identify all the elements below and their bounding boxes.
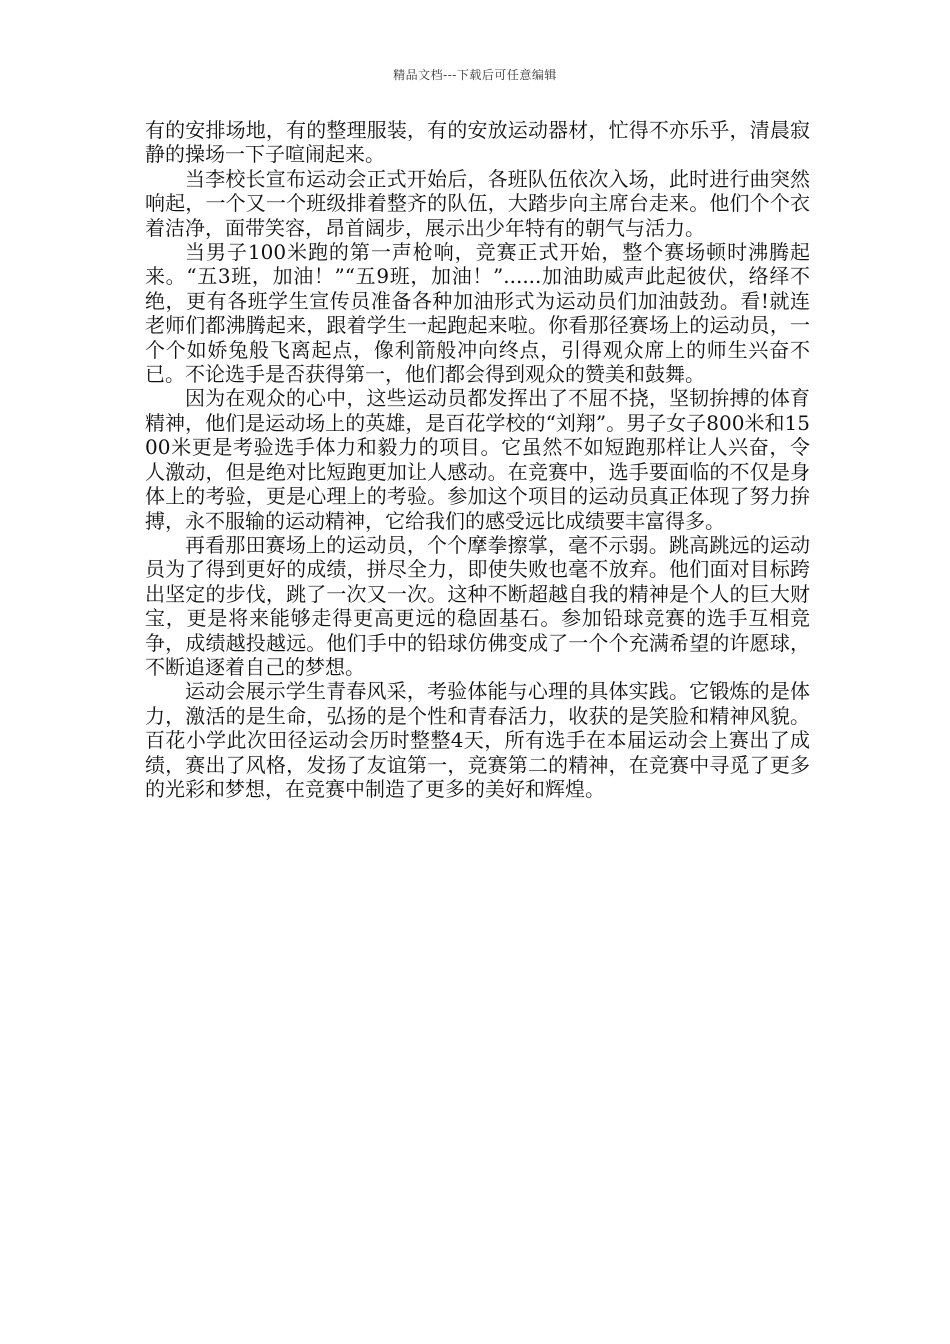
page-header: 精品文档---下载后可任意编辑 bbox=[393, 68, 557, 82]
paragraph-1: 有的安排场地，有的整理服装，有的安放运动器材，忙得不亦乐乎，清晨寂静的操场一下子喧闹起来。 bbox=[145, 118, 810, 167]
paragraph-4: 因为在观众的心中，这些运动员都发挥出了不屈不挠，坚韧拚搏的体育精神，他们是运动场上的英雄，是百花学校的“刘翔”。男子女子800米和1500米更是考验选手体力和毅力的项目。它虽然不如短跑那样让人兴奋，令人激动，但是绝对比短跑更加让人感动。在竞赛中，选手要面临的不仅是身体上的考验，更是心理上的考验。参加这个项目的运动员真正体现了努力拚搏，永不服输的运动精神，它给我们的感受远比成绩要丰富得多。 bbox=[145, 386, 810, 533]
paragraph-2: 当李校长宣布运动会正式开始后，各班队伍依次入场，此时进行曲突然响起，一个又一个班级排着整齐的队伍，大踏步向主席台走来。他们个个衣着洁净，面带笑容，昂首阔步，展示出少年特有的朝气与活力。 bbox=[145, 166, 810, 240]
paragraph-3: 当男子100米跑的第一声枪响，竞赛正式开始，整个赛场顿时沸腾起来。“五3班，加油！”“五9班，加油！”......加油助威声此起彼伏，络绎不绝，更有各班学生宣传员准备各种加油形式为运动员们加油鼓劲。看!就连老师们都沸腾起来，跟着学生一起跑起来啦。你看那径赛场上的运动员，一个个如娇兔般飞离起点，像利箭般冲向终点，引得观众席上的师生兴奋不已。不论选手是否获得第一，他们都会得到观众的赞美和鼓舞。 bbox=[145, 240, 810, 387]
paragraph-6: 运动会展示学生青春风采，考验体能与心理的具体实践。它锻炼的是体力，激活的是生命，弘扬的是个性和青春活力，收获的是笑脸和精神风貌。百花小学此次田径运动会历时整整4天，所有选手在本届运动会上赛出了成绩，赛出了风格，发扬了友谊第一，竞赛第二的精神，在竞赛中寻觅了更多的光彩和梦想，在竞赛中制造了更多的美好和辉煌。 bbox=[145, 679, 810, 801]
paragraph-5: 再看那田赛场上的运动员，个个摩拳擦掌，毫不示弱。跳高跳远的运动员为了得到更好的成绩，拼尽全力，即使失败也毫不放弃。他们面对目标跨出坚定的步伐，跳了一次又一次。这种不断超越自我的精神是个人的巨大财宝，更是将来能够走得更高更远的稳固基石。参加铅球竞赛的选手互相竞争，成绩越投越远。他们手中的铅球仿佛变成了一个个充满希望的许愿球，不断追逐着自己的梦想。 bbox=[145, 532, 810, 679]
document-body bbox=[145, 118, 810, 801]
